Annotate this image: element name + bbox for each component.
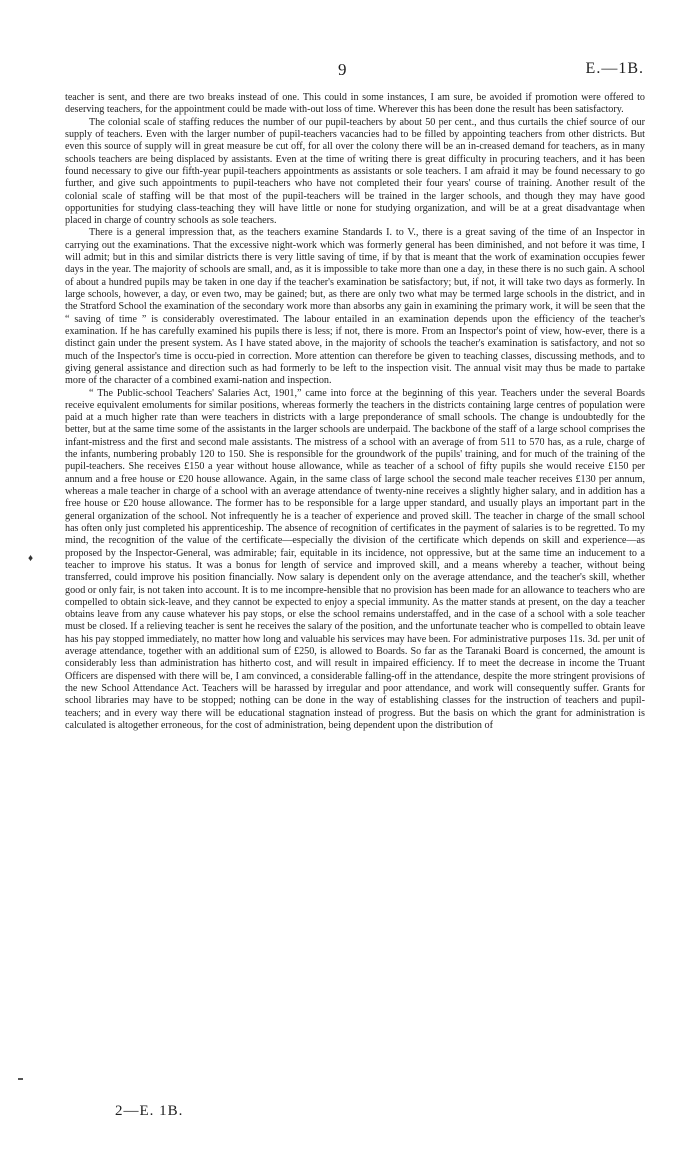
body-text bbox=[65, 92, 645, 732]
margin-mark-icon: ♦ bbox=[28, 553, 34, 564]
paragraph-examination: There is a general impression that, as the teachers examine Standards I. to V., there is a great saving of the time of an Inspector in carrying out the examinations. That the excessive night-work which was formerly general has been diminished, and not before it was time, I will admit; but in this and similar districts there is very little saving of time, if by that is meant that the work of examination occupies fewer days in the year. The majority of schools are small, and, as it is impossible to take more than one a day, in these there is no such gain. A school of about a hundred pupils may be taken in one day if the teacher's examination be satisfactory; but, if not, it will take two days as formerly. In large schools, however, a day, or even two, may be gained; but, as there are only two what may be termed large schools in the district, and in the Stratford School the examination of the secondary work more than absorbs any gain in examining the primary work, it will be seen that the “ saving of time ” is considerably overestimated. The labour entailed in an examination depends upon the efficiency of the teacher's examination. If he has carefully examined his pupils there is less; if not, there is more. From an Inspector's point of view, how-ever, there is a distinct gain under the present system. As I have stated above, in the majority of schools the teacher's examination is satisfactory, and not so much of the Inspector's time is occu-pied in correction. More attention can therefore be given to teaching classes, discussing methods, and to giving general assistance and direction such as had formerly to be left to the inspection visit. The annual visit may thus be made to partake more of the character of a combined exami-nation and inspection. bbox=[65, 227, 645, 387]
page-number: 9 bbox=[338, 60, 347, 79]
margin-tick bbox=[18, 1078, 23, 1080]
paragraph-salaries-act: “ The Public-school Teachers' Salaries Act, 1901,” came into force at the beginning of this year. Teachers under the several Boards receive equivalent emoluments for similar positions, whereas formerly the teachers in the districts containing large centres of population were paid at a much higher rate than were teachers in districts with a large preponderance of small schools. The change is undoubtedly for the better, but at the same time some of the assistants in the larger schools are underpaid. The backbone of the staff of a large school comprises the infant-mistress and the first and second male assistants. The mistress of a school with an average of from 511 to 570 has, as a rule, charge of the infants, numbering probably 120 to 150. She is responsible for the groundwork of the pupils' training, and for much of the training of the pupil-teachers. She receives £150 a year without house allowance, while as teacher of a school of fifty pupils she would receive £150 per annum and a free house or £20 house allowance. Again, in the same class of large school the second male teacher receives £130 per annum, whereas a male teacher in charge of a school with an average attendance of twenty-nine receives a slightly higher salary, and in addition has a free house or £20 house allowance. The former has to be responsible for a large upper standard, and usually plays an important part in the general organization of the school. Not infrequently he is a teacher of experience and proved skill. The teacher in charge of the small school has often only just completed his apprenticeship. The absence of recognition of certificates in the payment of salaries is to be regretted. To my mind, the recognition of the value of the certificate—especially the division of the certificate which depends on skill and experience—as proposed by the Inspector-General, was admirable; fair, equitable in its incidence, not oppressive, but at the same time an inducement to a teacher to improve his status. It was a bonus for length of service and improved skill, and a means whereby a teacher, without being transferred, could improve his position financially. Now salary is dependent only on the average attendance, and the teacher's skill, whether good or only fair, is not taken into account. It is to me incompre-hensible that no provision has been made for an allowance to teachers who are compelled to obtain sick-leave, and they cannot be expected to enjoy a special immunity. As the matter stands at present, on the day a teacher obtains leave from any cause whatever his pay stops, or else the school remains understaffed, and in the case of a school with a sole teacher must be closed. If a relieving teacher is sent he receives the salary of the position, and the unfortunate teacher who is compelled to obtain leave has his pay stopped immediately, no matter how long and valuable his services may have been. For administrative purposes 11s. 3d. per unit of average attendance, together with an additional sum of £250, is allowed to Boards. So far as the Taranaki Board is concerned, the amount is considerably less than administration has hitherto cost, and will result in impaired efficiency. If to meet the decrease in income the Truant Officers are dispensed with there will be, I am convinced, a considerable falling-off in the attendance, despite the more stringent provisions of the new School Attendance Act. Teachers will be harassed by irregular and poor attendance, and work will consequently suffer. Grants for school libraries may have to be stopped; nothing can be done in the way of establishing classes for the instruction of teachers and pupil-teachers; and in every way there will be educational stagnation instead of progress. But the basis on which the grant for administration is calculated is altogether erroneous, for the cost of administration, being dependent upon the distribution of bbox=[65, 387, 645, 731]
paragraph-continuation: teacher is sent, and there are two breaks instead of one. This could in some instances, I am sure, be avoided if promotion were offered to deserving teachers, for the appointment could be made with-out loss of time. Wherever this has been done the result has been satisfactory. bbox=[65, 92, 645, 116]
paragraph-staffing: The colonial scale of staffing reduces the number of our pupil-teachers by about 50 per cent., and thus curtails the chief source of our supply of teachers. Even with the larger number of pupil-teachers vacancies had to be filled by appointing teachers from other districts. But even this source of supply will in great measure be cut off, for all over the colony there will be an in-creased demand for teachers, as in many schools teachers are being displaced by assistants. Even at the time of writing there is great difficulty in procuring teachers, and it has been found necessary to give our fifth-year pupil-teachers appointments as assistants or sole teachers. I am afraid it may be found necessary to go further, and give such appointments to pupil-teachers who have not completed their four years' course of training. Another result of the colonial scale of staffing will be that most of the pupil-teachers will be trained in the larger schools, and though they may have good opportunities for studying class-teaching they will have little or none for studying organization, and will be at a great disadvantage when placed in charge of country schools as sole teachers. bbox=[65, 116, 645, 227]
sheet-signature: 2—E. 1B. bbox=[115, 1103, 184, 1119]
document-reference: E.—1B. bbox=[585, 60, 644, 77]
